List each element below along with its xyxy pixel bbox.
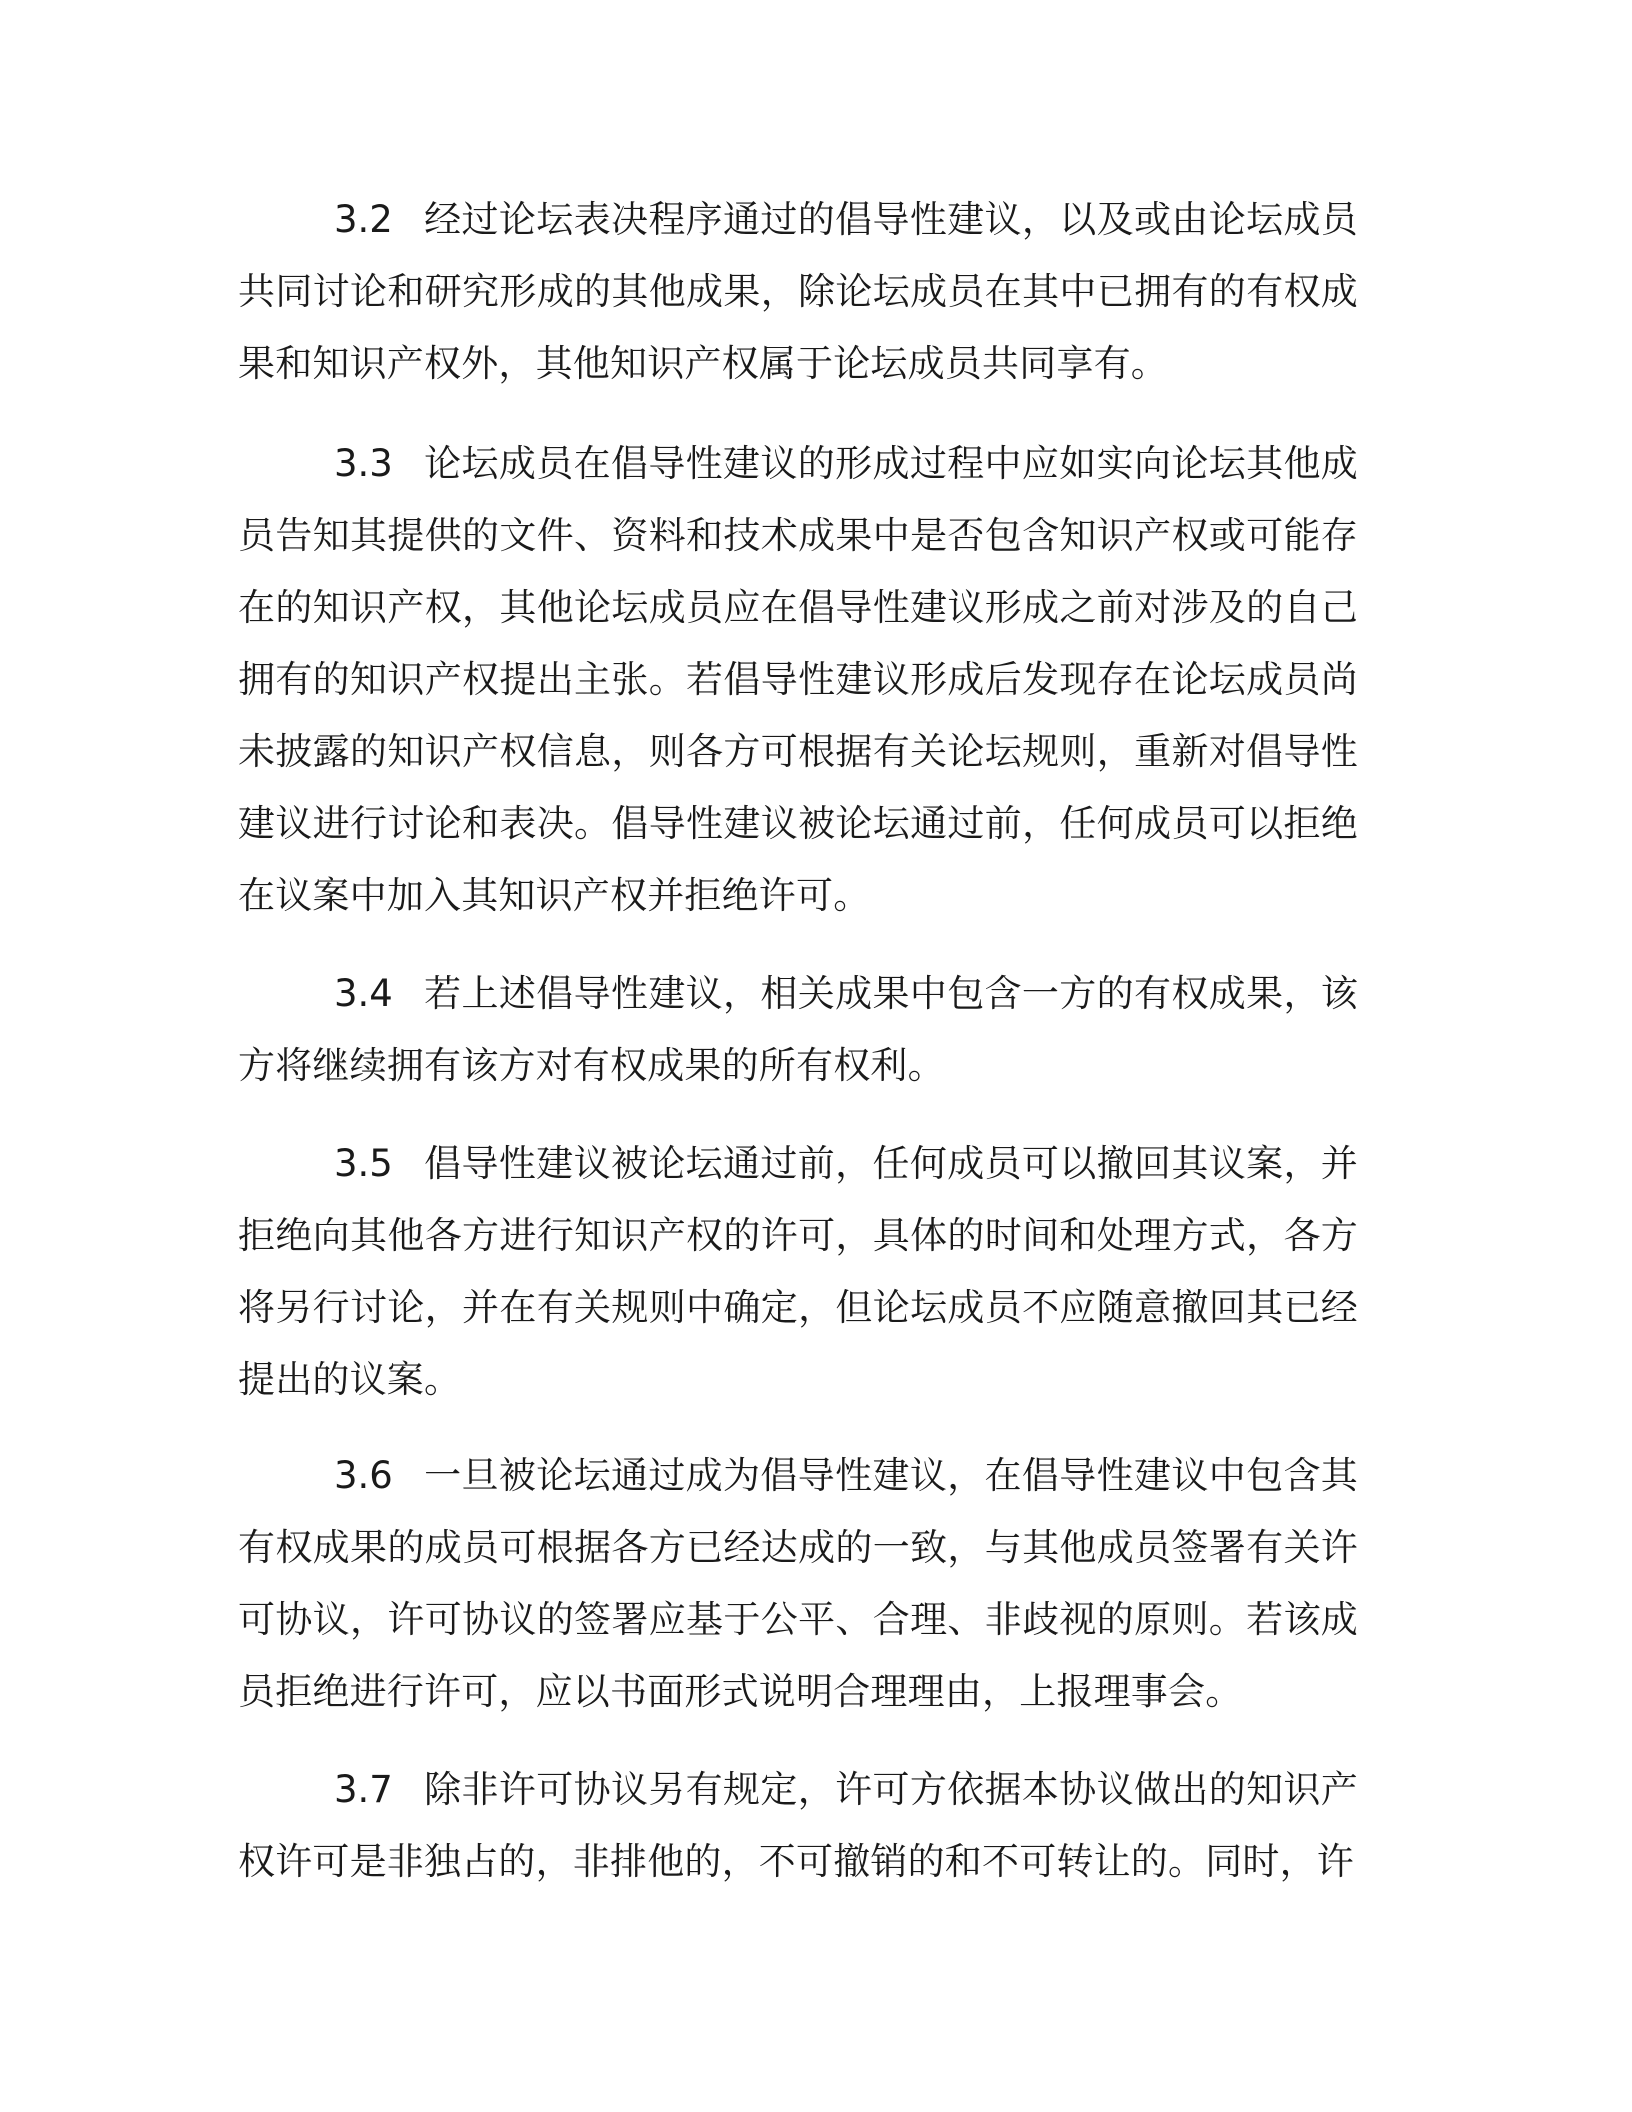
- clause-3-2: [238, 184, 1358, 400]
- clause-number: 3.6: [334, 1454, 393, 1497]
- clause-text: 经过论坛表决程序通过的倡导性建议，以及或由论坛成员共同讨论和研究形成的其他成果，除论坛成员在其中已拥有的有权成果和知识产权外，其他知识产权属于论坛成员共同享有。: [238, 198, 1358, 385]
- clause-3-3: [238, 428, 1358, 932]
- clause-number: 3.7: [334, 1768, 393, 1811]
- clause-number: 3.4: [334, 972, 393, 1015]
- clause-text: 一旦被论坛通过成为倡导性建议，在倡导性建议中包含其有权成果的成员可根据各方已经达成的一致，与其他成员签署有关许可协议，许可协议的签署应基于公平、合理、非歧视的原则。若该成员拒绝进行许可，应以书面形式说明合理理由，上报理事会。: [238, 1454, 1358, 1713]
- clause-text: 除非许可协议另有规定，许可方依据本协议做出的知识产权许可是非独占的，非排他的，不可撤销的和不可转让的。同时，许: [238, 1768, 1358, 1883]
- clause-3-5: [238, 1128, 1358, 1416]
- clause-number: 3.3: [334, 442, 393, 485]
- clause-3-6: [238, 1440, 1358, 1728]
- clause-text: 倡导性建议被论坛通过前，任何成员可以撤回其议案，并拒绝向其他各方进行知识产权的许可，具体的时间和处理方式，各方将另行讨论，并在有关规则中确定，但论坛成员不应随意撤回其已经提出的议案。: [238, 1142, 1358, 1401]
- clause-text: 若上述倡导性建议，相关成果中包含一方的有权成果，该方将继续拥有该方对有权成果的所有权利。: [238, 972, 1358, 1087]
- clause-number: 3.2: [334, 198, 393, 241]
- clause-text: 论坛成员在倡导性建议的形成过程中应如实向论坛其他成员告知其提供的文件、资料和技术成果中是否包含知识产权或可能存在的知识产权，其他论坛成员应在倡导性建议形成之前对涉及的自己拥有的知识产权提出主张。若倡导性建议形成后发现存在论坛成员尚未披露的知识产权信息，则各方可根据有关论坛规则，重新对倡导性建议进行讨论和表决。倡导性建议被论坛通过前，任何成员可以拒绝在议案中加入其知识产权并拒绝许可。: [238, 442, 1358, 917]
- clause-number: 3.5: [334, 1142, 393, 1185]
- clause-3-4: [238, 958, 1358, 1102]
- clause-3-7: [238, 1754, 1358, 1898]
